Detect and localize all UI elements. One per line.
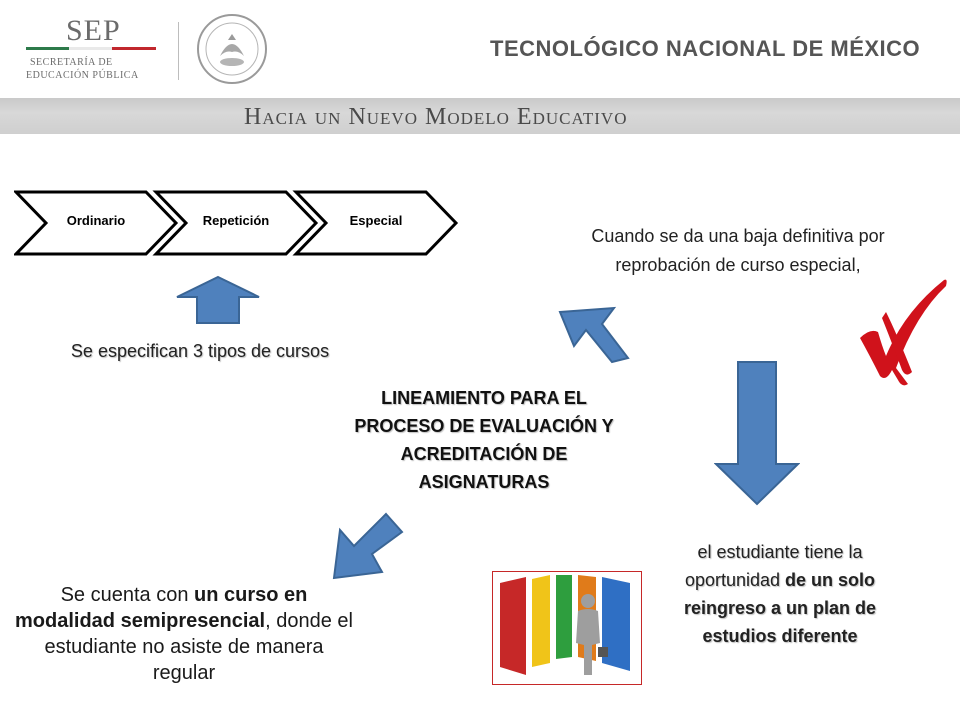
bottom-left-text [14, 582, 354, 686]
sep-logo-subtitle-2: EDUCACIÓN PÚBLICA [26, 70, 139, 81]
up-arrow-icon [175, 275, 261, 325]
sep-logo-stripes [26, 47, 156, 50]
bottom-left-bold: un curso en modalidad semipresencial [15, 584, 308, 632]
bottom-left-part1: Se cuenta con [60, 584, 195, 606]
red-check-icon [852, 272, 952, 390]
center-title: LINEAMIENTO PARA EL PROCESO DE EVALUACIÓN Y ACREDITACIÓN DE ASIGNATURAS [354, 388, 614, 492]
institution-title: TECNOLÓGICO NACIONAL DE MÉXICO [490, 36, 921, 61]
header-divider [178, 22, 179, 80]
chevron-label-ordinario: Ordinario [66, 213, 126, 228]
diagonal-arrow-down-left-icon [330, 510, 406, 582]
left-caption: Se especifican 3 tipos de cursos [70, 341, 330, 361]
bottom-right-bold: de un solo reingreso a un plan de estudios diferente [683, 570, 877, 646]
bottom-right-part1: el estudiante tiene la oportunidad [684, 542, 863, 590]
down-arrow-icon [714, 360, 800, 506]
band-title: Hacia un Nuevo Modelo Educativo [244, 104, 628, 130]
national-seal-icon [192, 12, 272, 86]
diagonal-arrow-up-right-icon [556, 306, 632, 364]
bottom-left-part2: , donde el estudiante no asiste de manera regular [44, 610, 353, 684]
chevron-label-especial: Especial [349, 213, 403, 228]
top-right-text: Cuando se da una baja definitiva por reprobación de curso especial, [591, 226, 885, 275]
sep-logo-subtitle-1: SECRETARÍA DE [30, 57, 113, 68]
sep-logo-title: SEP [66, 14, 121, 47]
bottom-right-text [652, 538, 908, 650]
chevron-label-repeticion: Repetición [202, 213, 270, 228]
doors-illustration [492, 571, 642, 685]
